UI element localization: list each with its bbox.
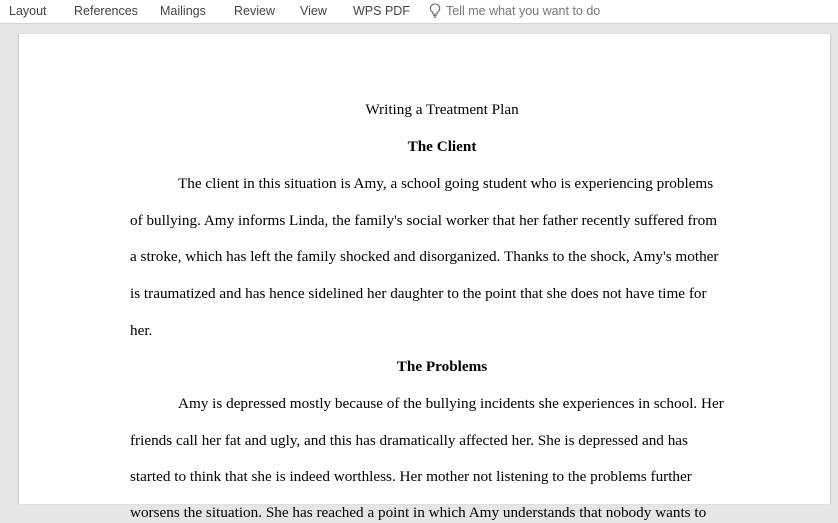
tab-mailings[interactable]: Mailings: [160, 4, 206, 18]
paragraph-line: The client in this situation is Amy, a school going student who is experiencing problems: [178, 175, 714, 192]
lightbulb-icon: [429, 3, 441, 18]
paragraph-line: of bullying. Amy informs Linda, the family's social worker that her father recently suffered from: [130, 212, 718, 229]
tab-view[interactable]: View: [300, 4, 327, 18]
paragraph-line: her.: [130, 322, 153, 339]
section-heading-client: The Client: [407, 138, 477, 155]
document-page[interactable]: [18, 34, 831, 521]
tab-layout[interactable]: Layout: [9, 4, 47, 18]
tab-references[interactable]: References: [74, 4, 138, 18]
tell-me-placeholder: Tell me what you want to do: [446, 3, 601, 18]
tell-me-search[interactable]: [429, 3, 600, 18]
document-title: Writing a Treatment Plan: [365, 101, 519, 118]
paragraph-line: a stroke, which has left the family shocked and disorganized. Thanks to the shock, Amy's mother: [130, 248, 719, 265]
paragraph-line: is traumatized and has hence sidelined her daughter to the point that she does not have time for: [130, 285, 707, 302]
paragraph-line: Amy is depressed mostly because of the bullying incidents she experiences in school. Her: [178, 395, 724, 412]
paragraph-line: friends call her fat and ugly, and this has dramatically affected her. She is depressed and has: [130, 432, 688, 449]
ribbon-tab-bar: [0, 0, 838, 24]
tab-wps-pdf[interactable]: WPS PDF: [353, 4, 410, 18]
section-heading-problems: The Problems: [396, 358, 488, 375]
paragraph-line: worsens the situation. She has reached a point in which Amy understands that nobody wants to: [130, 504, 707, 521]
tab-review[interactable]: Review: [234, 4, 275, 18]
paragraph-line: started to think that she is indeed worthless. Her mother not listening to the problems further: [130, 468, 692, 485]
